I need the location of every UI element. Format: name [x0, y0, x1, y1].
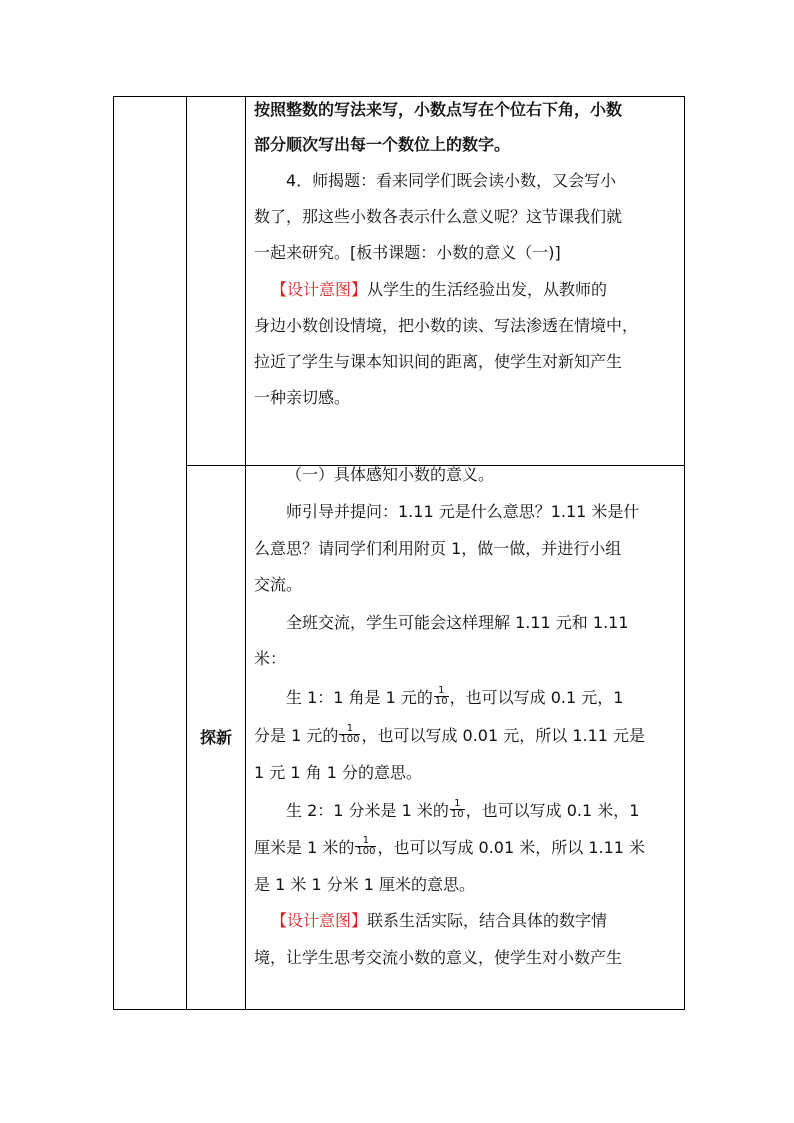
text-line: 1 元 1 角 1 分的意思。 — [254, 763, 422, 782]
fraction-one-hundredth: $\frac{1}{100}$ — [356, 835, 376, 857]
text-line: 一起来研究。[板书课题：小数的意义（一)] — [254, 243, 561, 262]
text-line: 是 1 米 1 分米 1 厘米的意思。 — [254, 875, 476, 894]
text-line: 米： — [254, 649, 287, 668]
text-line: 部分顺次写出每一个数位上的数字。 — [254, 135, 511, 154]
table-border-left — [113, 96, 114, 1010]
lesson-table — [113, 96, 685, 1010]
design-intent-text: 联系生活实际，结合具体的数字情 — [367, 911, 608, 930]
student1-text: 分是 1 元的 — [254, 726, 339, 745]
text-line: 么意思？请同学们利用附页 1，做一做，并进行小组 — [254, 539, 622, 558]
student1-line — [286, 686, 712, 710]
student2-line — [286, 799, 712, 823]
text-line: （一）具体感知小数的意义。 — [286, 465, 495, 484]
text-line: 交流。 — [254, 575, 303, 594]
student2-text: 生 2：1 分米是 1 米的 — [286, 801, 449, 820]
student2-text: ，也可以写成 0.01 米，所以 1.11 米 — [377, 838, 646, 857]
student1-text: ，也可以写成 0.1 元，1 — [449, 688, 624, 707]
design-intent-line — [271, 278, 697, 302]
text-line: 4．师揭题：看来同学们既会读小数，又会写小 — [286, 171, 617, 190]
student1-line — [254, 724, 680, 748]
content-cell-1 — [246, 96, 678, 464]
section-label: 探新 — [199, 728, 232, 747]
text-line: 数了，那这些小数各表示什么意义呢？这节课我们就 — [254, 207, 623, 226]
design-intent-line — [271, 909, 697, 933]
text-line: 境，让学生思考交流小数的意义，使学生对小数产生 — [254, 948, 623, 967]
student1-text: 生 1：1 角是 1 元的 — [286, 688, 433, 707]
student2-text: 厘米是 1 米的 — [254, 838, 355, 857]
design-intent-tag: 【设计意图】 — [271, 911, 368, 930]
table-divider-1 — [186, 96, 187, 1010]
fraction-one-tenth: $\frac{1}{10}$ — [450, 798, 464, 820]
student1-text: ，也可以写成 0.01 元，所以 1.11 元是 — [361, 726, 646, 745]
text-line: 一种亲切感。 — [254, 388, 351, 407]
content-cell-2 — [246, 466, 678, 1010]
text-line: 按照整数的写法来写，小数点写在个位右下角，小数 — [254, 100, 623, 119]
student2-text: ，也可以写成 0.1 米，1 — [465, 801, 640, 820]
text-line: 拉近了学生与课本知识间的距离，使学生对新知产生 — [254, 352, 623, 371]
table-border-right — [684, 96, 685, 1010]
text-line: 全班交流，学生可能会这样理解 1.11 元和 1.11 — [286, 613, 629, 632]
student2-line — [254, 836, 680, 860]
design-intent-tag: 【设计意图】 — [271, 280, 368, 299]
fraction-one-tenth: $\frac{1}{10}$ — [434, 685, 448, 707]
fraction-one-hundredth: $\frac{1}{100}$ — [340, 723, 360, 745]
text-line: 师引导并提问：1.11 元是什么意思？1.11 米是什 — [286, 502, 640, 521]
text-line: 身边小数创设情境，把小数的读、写法渗透在情境中， — [254, 316, 639, 335]
design-intent-text: 从学生的生活经验出发，从教师的 — [367, 280, 608, 299]
